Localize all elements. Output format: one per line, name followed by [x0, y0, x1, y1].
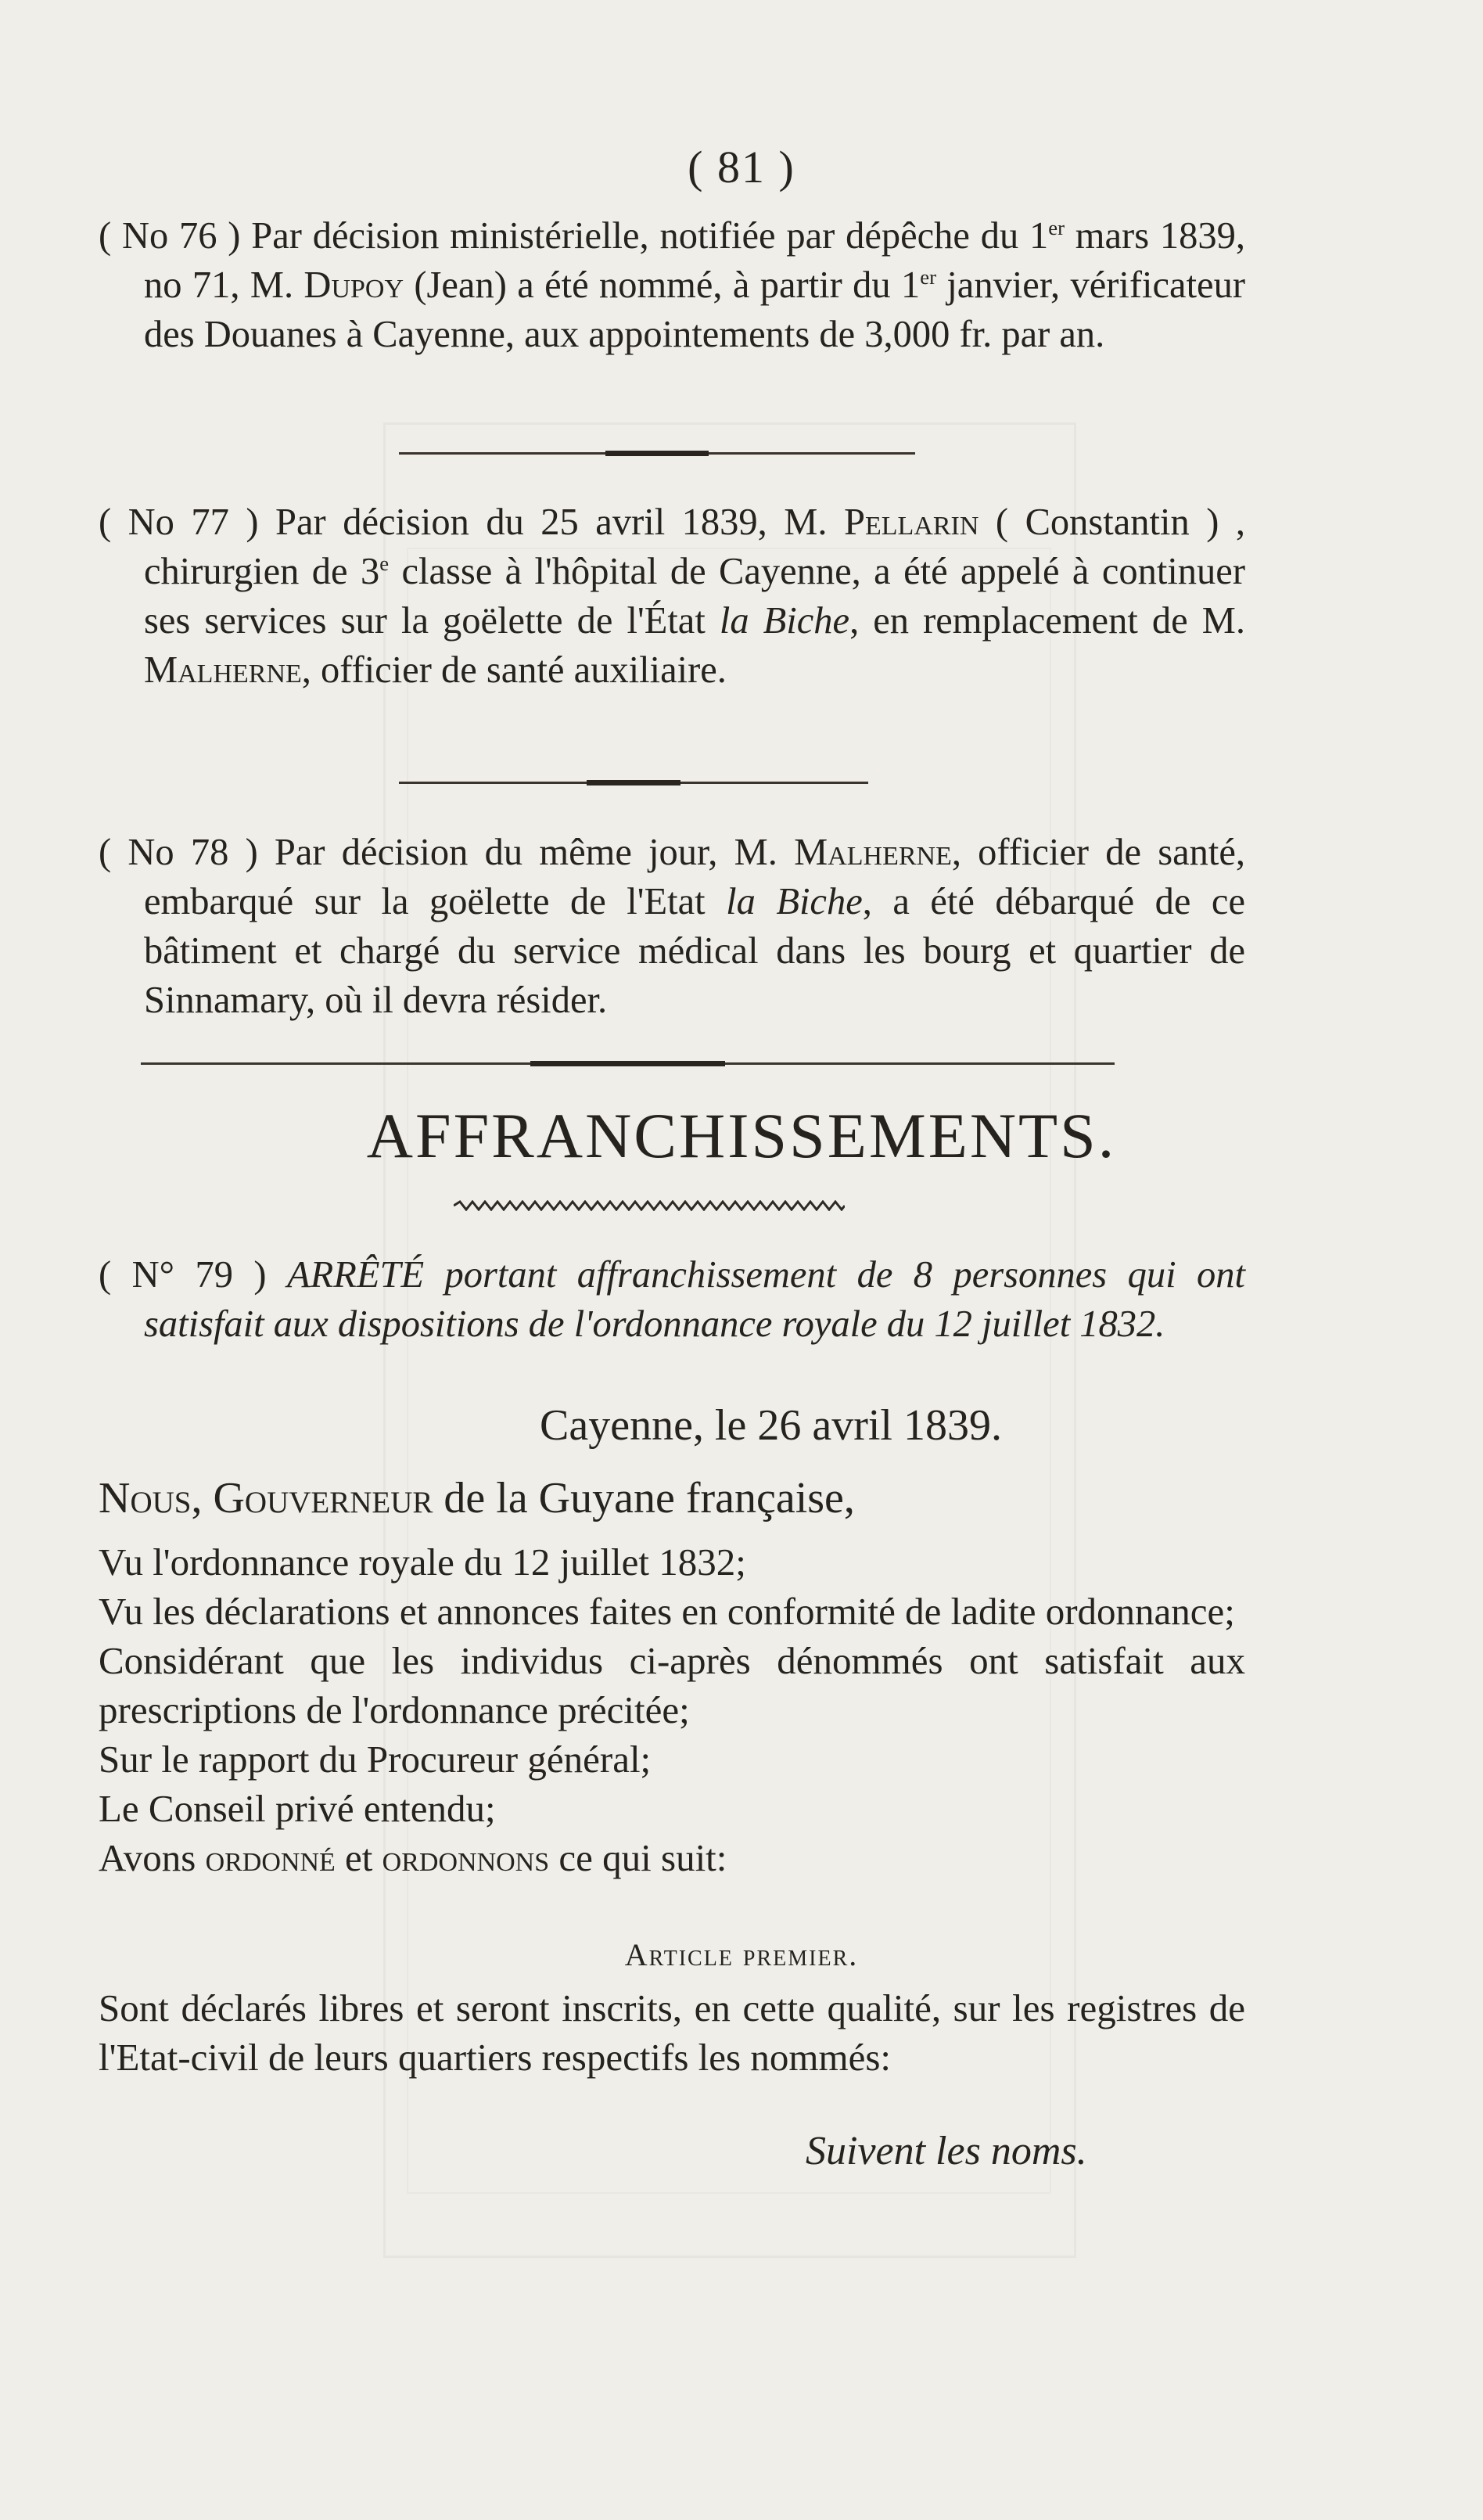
ship-name: la Biche: [719, 600, 850, 642]
section-heading: AFFRANCHISSEMENTS.: [366, 1100, 1117, 1171]
entry-text: , a été débarqué de ce bâtiment et chargé du service médical dans les bourg et quartier de Sinnamary, où il devra résider.: [144, 881, 1245, 1021]
person-name: Dupoy: [303, 264, 404, 306]
nous-word: Nous: [99, 1474, 192, 1522]
entry-number: ( No 77 ): [99, 501, 259, 543]
considerant-line: Vu l'ordonnance royale du 12 juillet 1832;: [99, 1540, 746, 1584]
avons-text: Avons: [99, 1836, 206, 1879]
ordonne-word: ordonné: [205, 1836, 336, 1879]
dateline: Cayenne, le 26 avril 1839.: [540, 1401, 1002, 1450]
entry-text: janvier, vérificateur des Douanes à Cayenne, aux appointements de 3,000 fr. par an.: [144, 264, 1245, 355]
entry-text: Par décision ministérielle, notifiée par dépêche du 1: [240, 215, 1049, 257]
entry-text: , officier de santé auxiliaire.: [301, 649, 727, 691]
article-heading: Article premier.: [624, 1937, 859, 1972]
entry-text: Par décision du 25 avril 1839, M.: [258, 501, 845, 543]
person-name: Malherne: [794, 832, 952, 873]
ornamental-wave-rule: [454, 1200, 845, 1211]
entry-77: [99, 498, 1245, 695]
arrete-title: ARRÊTÉ portant affranchissement de 8 personnes qui ont satisfait aux dispositions de l'ordonnance royale du 12 juillet 1832.: [144, 1254, 1245, 1345]
person-name: Malherne: [144, 649, 302, 691]
page-number: ( 81 ): [688, 142, 795, 192]
entry-76: [99, 211, 1245, 359]
ordonnons-word: ordonnons: [382, 1836, 550, 1879]
entry-text: (Jean) a été nommé, à partir du 1: [404, 264, 921, 306]
considerant-line: Sur le rapport du Procureur général;: [99, 1738, 652, 1781]
entry-text: , officier de santé, embarqué sur la goëlette de l'Etat: [144, 832, 1245, 922]
superscript: e: [379, 551, 390, 575]
arrete-79: [99, 1250, 1245, 1349]
entry-text: , en remplacement de M.: [849, 600, 1245, 642]
considerant-line: Considérant que les individus ci-après dénommés ont satisfait aux prescriptions de l'ordonnance précitée;: [99, 1639, 1245, 1731]
entry-text: Par décision du même jour, M.: [257, 832, 795, 873]
entry-number: ( N° 79 ): [99, 1254, 267, 1296]
avons-text: et: [335, 1836, 382, 1879]
nous-rest: de la Guyane française,: [433, 1474, 855, 1522]
nous-line: Nous, Gouverneur de la Guyane française,: [99, 1474, 855, 1522]
separator-rule: [399, 782, 868, 784]
entry-number: ( No 78 ): [99, 832, 258, 873]
avons-text: ce qui suit:: [549, 1836, 727, 1879]
considerant-line: Le Conseil privé entendu;: [99, 1787, 496, 1830]
section-rule: [141, 1062, 1115, 1065]
superscript: er: [1048, 215, 1065, 239]
entry-text: mars 1839, no 71, M.: [144, 215, 1246, 306]
suivent-les-noms: Suivent les noms.: [806, 2129, 1087, 2173]
separator-rule: [399, 452, 915, 455]
entry-number: ( No 76 ): [99, 215, 241, 257]
superscript: er: [920, 264, 936, 289]
avons-line: [99, 1833, 1245, 1882]
entry-text: ( Constantin ) , chirurgien de 3: [144, 501, 1246, 592]
gouverneur-word: Gouverneur: [213, 1474, 433, 1522]
ship-name: la Biche: [726, 881, 863, 922]
entry-78: [99, 828, 1245, 1025]
considerants: [99, 1537, 1245, 1882]
article-text: Sont déclarés libres et seront inscrits, en cette qualité, sur les registres de l'Etat-civil de leurs quartiers respectifs les nommés:: [99, 1986, 1245, 2079]
person-name: Pellarin: [844, 501, 979, 543]
entry-text: classe à l'hôpital de Cayenne, a été appelé à continuer ses services sur la goëlette de l'État: [144, 551, 1245, 642]
considerant-line: Vu les déclarations et annonces faites en conformité de ladite ordonnance;: [99, 1590, 1235, 1633]
